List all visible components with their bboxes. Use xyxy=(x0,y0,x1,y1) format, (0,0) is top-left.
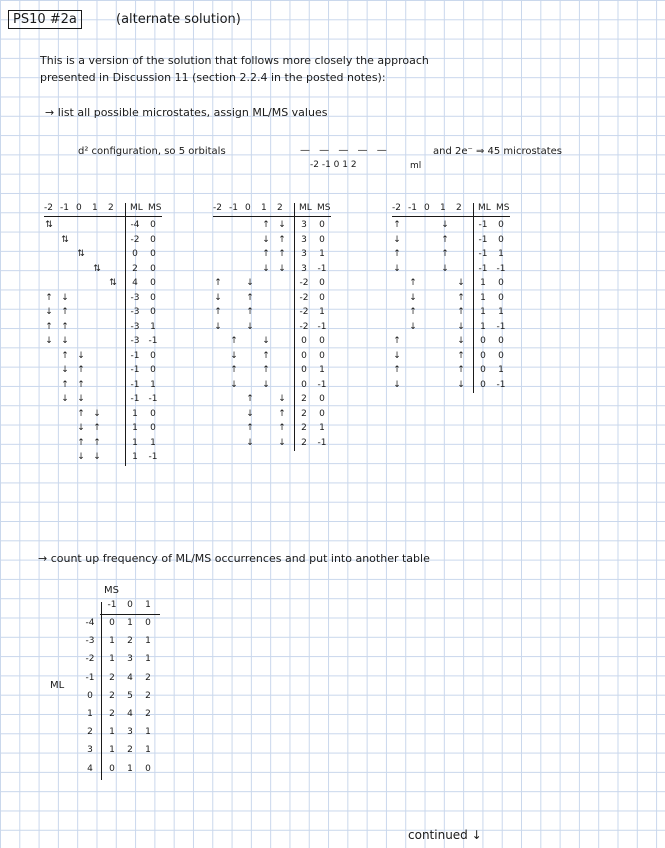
ml-value: 2 xyxy=(301,437,307,448)
electron-spin-cell: ↓ xyxy=(61,365,69,375)
microstate-header-cell: 2 xyxy=(108,203,114,213)
column-divider xyxy=(125,203,126,466)
electron-spin-cell: ↑ xyxy=(262,365,270,375)
frequency-count: 1 xyxy=(145,745,151,756)
ml-value: 3 xyxy=(301,234,307,245)
microstate-header-cell: 2 xyxy=(456,203,462,213)
electron-spin-cell: ↓ xyxy=(45,336,53,346)
microstate-header-cell: -1 xyxy=(408,203,417,213)
ms-value: -1 xyxy=(496,263,506,274)
ml-row-header: 0 xyxy=(87,690,93,701)
microstate-header-cell: 0 xyxy=(76,203,82,213)
frequency-count: 4 xyxy=(127,672,133,683)
electron-spin-cell: ↑ xyxy=(246,423,254,433)
ml-value: 3 xyxy=(301,220,307,230)
ms-value: -1 xyxy=(317,321,327,332)
frequency-count: 0 xyxy=(109,763,115,774)
ms-value: 0 xyxy=(150,408,156,419)
ms-value: 1 xyxy=(150,437,156,448)
ms-value: 0 xyxy=(319,336,325,346)
ms-value: 1 xyxy=(150,379,156,390)
ms-value: 1 xyxy=(319,365,325,375)
electron-spin-cell: ↑ xyxy=(278,249,286,259)
electron-spin-cell: ↑ xyxy=(262,249,270,259)
frequency-count: 5 xyxy=(127,690,133,701)
ml-label: ml xyxy=(410,161,422,171)
electron-spin-cell: ↑ xyxy=(457,292,465,303)
electron-spin-cell: ↓ xyxy=(441,220,449,230)
microstate-header-cell: 2 xyxy=(277,203,283,213)
electron-spin-cell: ↑ xyxy=(77,379,85,390)
electron-spin-cell: ↓ xyxy=(246,278,254,288)
electron-spin-cell: ↑ xyxy=(457,307,465,317)
frequency-count: 1 xyxy=(145,636,151,647)
frequency-count: 1 xyxy=(109,654,115,665)
ms-value: 0 xyxy=(319,234,325,245)
electron-spin-cell: ↓ xyxy=(393,350,401,361)
electron-spin-cell: ↑ xyxy=(61,321,69,332)
electron-spin-cell: ↑ xyxy=(262,350,270,361)
ml-value: -1 xyxy=(130,379,140,390)
ml-value: 0 xyxy=(132,249,138,259)
ms-value: 1 xyxy=(498,307,504,317)
ml-value: 0 xyxy=(301,379,307,390)
electron-spin-cell: ↑ xyxy=(214,307,222,317)
electron-spin-cell: ↓ xyxy=(77,452,85,462)
microstate-header-cell: -2 xyxy=(44,203,53,213)
electron-spin-cell: ↑ xyxy=(409,307,417,317)
ms-axis-label: MS xyxy=(104,585,119,596)
header-rule xyxy=(44,216,162,217)
electron-spin-cell: ↓ xyxy=(457,321,465,332)
electron-spin-cell: ↓ xyxy=(409,321,417,332)
ms-column-header: 1 xyxy=(145,600,151,610)
ml-value: 0 xyxy=(480,350,486,361)
intro-text xyxy=(40,52,429,86)
electron-spin-cell: ↑ xyxy=(278,234,286,245)
microstate-table-1 xyxy=(44,203,194,533)
electron-spin-cell: ↓ xyxy=(262,263,270,274)
frequency-count: 2 xyxy=(109,709,115,719)
electron-spin-cell: ↑ xyxy=(93,423,101,433)
ml-row-header: -4 xyxy=(85,618,95,628)
step-2-instruction: → count up frequency of ML/MS occurrences and put into another table xyxy=(38,552,430,565)
ml-value: -2 xyxy=(299,321,309,332)
microstate-header-cell: ML xyxy=(478,203,491,213)
frequency-count: 0 xyxy=(145,763,151,774)
ml-value: 0 xyxy=(301,336,307,346)
frequency-count: 1 xyxy=(127,618,133,628)
ml-axis-label: ML xyxy=(50,680,65,691)
step-1-instruction: → list all possible microstates, assign ML/MS values xyxy=(45,106,328,119)
ms-value: 0 xyxy=(498,336,504,346)
frequency-count: 2 xyxy=(109,690,115,701)
electron-spin-cell: ↓ xyxy=(246,408,254,419)
ml-value: 0 xyxy=(480,365,486,375)
ml-value: -1 xyxy=(478,263,488,274)
ms-value: 0 xyxy=(319,278,325,288)
frequency-count: 3 xyxy=(127,654,133,665)
frequency-count: 1 xyxy=(109,745,115,756)
ms-value: 1 xyxy=(498,365,504,375)
ms-value: 0 xyxy=(150,423,156,433)
electron-spin-cell: ↓ xyxy=(409,292,417,303)
ml-value: -3 xyxy=(130,292,140,303)
ml-value: 0 xyxy=(480,379,486,390)
intro-line-2: presented in Discussion 11 (section 2.2.4 in the posted notes): xyxy=(40,71,386,84)
electron-spin-cell: ↓ xyxy=(214,292,222,303)
ml-value: -1 xyxy=(130,394,140,404)
ml-value: 2 xyxy=(301,423,307,433)
ml-value: -3 xyxy=(130,336,140,346)
ms-value: 0 xyxy=(498,350,504,361)
ml-value: -3 xyxy=(130,307,140,317)
frequency-count: 2 xyxy=(145,709,151,719)
electron-spin-cell: ↑ xyxy=(77,437,85,448)
ml-value: -2 xyxy=(299,307,309,317)
electron-spin-cell: ↑ xyxy=(262,220,270,230)
ml-value: -1 xyxy=(478,234,488,245)
frequency-header-rule xyxy=(100,614,160,615)
electron-spin-cell: ↑ xyxy=(278,408,286,419)
frequency-count: 1 xyxy=(127,763,133,774)
ms-value: 0 xyxy=(150,350,156,361)
electron-spin-cell: ↑ xyxy=(457,365,465,375)
ms-column-header: 0 xyxy=(127,600,133,610)
electron-spin-cell: ⇅ xyxy=(109,278,117,288)
electron-spin-cell: ↑ xyxy=(246,292,254,303)
ml-row-header: -1 xyxy=(85,672,95,683)
electron-spin-cell: ↓ xyxy=(262,336,270,346)
frequency-count: 2 xyxy=(145,690,151,701)
electron-spin-cell: ↓ xyxy=(246,437,254,448)
ms-value: 0 xyxy=(319,394,325,404)
intro-line-1: This is a version of the solution that follows more closely the approach xyxy=(40,54,429,67)
electron-spin-cell: ↓ xyxy=(230,379,238,390)
ms-value: 0 xyxy=(150,292,156,303)
ml-value: -4 xyxy=(130,220,140,230)
ml-value: 0 xyxy=(301,365,307,375)
ms-value: -1 xyxy=(317,379,327,390)
ms-value: 0 xyxy=(319,292,325,303)
electron-spin-cell: ⇅ xyxy=(61,234,69,245)
frequency-count: 1 xyxy=(109,727,115,738)
ml-value: 1 xyxy=(480,292,486,303)
ml-value: -2 xyxy=(299,292,309,303)
electron-spin-cell: ↑ xyxy=(246,307,254,317)
ml-row-header: 3 xyxy=(87,745,93,756)
electron-spin-cell: ↓ xyxy=(45,307,53,317)
ms-value: 0 xyxy=(498,220,504,230)
ml-value: 2 xyxy=(301,394,307,404)
frequency-column-rule xyxy=(101,602,102,780)
ms-value: -1 xyxy=(148,394,158,404)
ml-row-header: -2 xyxy=(85,654,95,665)
electron-spin-cell: ↑ xyxy=(77,365,85,375)
ms-value: -1 xyxy=(317,263,327,274)
ml-row-header: 1 xyxy=(87,709,93,719)
ml-value: 1 xyxy=(480,307,486,317)
ml-value: 3 xyxy=(301,263,307,274)
ml-value: -3 xyxy=(130,321,140,332)
column-divider xyxy=(294,203,295,451)
electron-spin-cell: ↑ xyxy=(441,234,449,245)
ml-value: -1 xyxy=(130,365,140,375)
electron-spin-cell: ↑ xyxy=(393,365,401,375)
microstate-header-cell: 1 xyxy=(261,203,267,213)
microstate-header-cell: 0 xyxy=(424,203,430,213)
electron-spin-cell: ↓ xyxy=(457,379,465,390)
ms-value: 0 xyxy=(150,278,156,288)
frequency-count: 4 xyxy=(127,709,133,719)
ms-value: 0 xyxy=(319,408,325,419)
electron-spin-cell: ↓ xyxy=(278,437,286,448)
frequency-count: 2 xyxy=(145,672,151,683)
electron-spin-cell: ↓ xyxy=(246,321,254,332)
microstate-header-cell: -1 xyxy=(229,203,238,213)
frequency-count: 2 xyxy=(127,636,133,647)
ml-value: 1 xyxy=(132,423,138,433)
ms-value: 1 xyxy=(319,249,325,259)
ml-value: 1 xyxy=(480,278,486,288)
microstate-header-cell: MS xyxy=(148,203,162,213)
electron-spin-cell: ↑ xyxy=(441,249,449,259)
microstate-header-cell: MS xyxy=(317,203,331,213)
microstate-header-cell: -2 xyxy=(213,203,222,213)
ml-row-header: 2 xyxy=(87,727,93,738)
microstate-header-cell: ML xyxy=(299,203,312,213)
frequency-count: 2 xyxy=(127,745,133,756)
ms-value: 0 xyxy=(498,278,504,288)
microstate-header-cell: ML xyxy=(130,203,143,213)
electron-spin-cell: ↑ xyxy=(45,321,53,332)
electron-spin-cell: ↑ xyxy=(393,220,401,230)
frequency-count: 1 xyxy=(109,636,115,647)
electron-spin-cell: ↑ xyxy=(230,336,238,346)
electron-spin-cell: ↑ xyxy=(93,437,101,448)
ms-value: 0 xyxy=(150,249,156,259)
ml-value: 1 xyxy=(480,321,486,332)
ms-value: 1 xyxy=(319,307,325,317)
electron-spin-cell: ↓ xyxy=(441,263,449,274)
frequency-count: 2 xyxy=(109,672,115,683)
ml-value: 2 xyxy=(301,408,307,419)
ms-value: -1 xyxy=(148,336,158,346)
microstate-count-text: and 2e⁻ ⇒ 45 microstates xyxy=(433,146,562,157)
ml-row-header: 4 xyxy=(87,763,93,774)
orbital-ml-labels: -2 -1 0 1 2 xyxy=(310,160,357,170)
electron-spin-cell: ↓ xyxy=(77,394,85,404)
microstate-header-cell: MS xyxy=(496,203,510,213)
electron-spin-cell: ↓ xyxy=(393,263,401,274)
ml-value: 1 xyxy=(132,437,138,448)
ml-value: 4 xyxy=(132,278,138,288)
ml-value: 1 xyxy=(132,452,138,462)
header-rule xyxy=(213,216,331,217)
electron-spin-cell: ↑ xyxy=(214,278,222,288)
microstate-header-cell: 1 xyxy=(92,203,98,213)
ml-value: -2 xyxy=(130,234,140,245)
microstate-header-cell: -1 xyxy=(60,203,69,213)
electron-spin-cell: ↓ xyxy=(278,394,286,404)
electron-spin-cell: ↓ xyxy=(77,423,85,433)
electron-spin-cell: ↑ xyxy=(77,408,85,419)
electron-spin-cell: ↑ xyxy=(393,249,401,259)
electron-spin-cell: ↓ xyxy=(61,336,69,346)
electron-spin-cell: ↑ xyxy=(409,278,417,288)
ms-value: 1 xyxy=(150,321,156,332)
ms-value: 0 xyxy=(150,263,156,274)
frequency-count: 0 xyxy=(109,618,115,628)
ms-value: 1 xyxy=(498,249,504,259)
microstate-header-cell: 1 xyxy=(440,203,446,213)
electron-spin-cell: ↑ xyxy=(61,350,69,361)
electron-spin-cell: ↑ xyxy=(45,292,53,303)
electron-spin-cell: ↑ xyxy=(278,423,286,433)
electron-spin-cell: ↑ xyxy=(246,394,254,404)
electron-spin-cell: ↑ xyxy=(393,336,401,346)
ml-value: 2 xyxy=(132,263,138,274)
electron-spin-cell: ↓ xyxy=(61,292,69,303)
frequency-count: 1 xyxy=(145,654,151,665)
electron-spin-cell: ↓ xyxy=(393,234,401,245)
configuration-text: d² configuration, so 5 orbitals xyxy=(78,146,226,157)
ml-value: 0 xyxy=(480,336,486,346)
electron-spin-cell: ↑ xyxy=(230,365,238,375)
electron-spin-cell: ↓ xyxy=(457,278,465,288)
electron-spin-cell: ↓ xyxy=(393,379,401,390)
frequency-count: 3 xyxy=(127,727,133,738)
electron-spin-cell: ↑ xyxy=(61,307,69,317)
ml-value: -2 xyxy=(299,278,309,288)
ms-column-header: -1 xyxy=(107,600,117,610)
ml-value: -1 xyxy=(478,249,488,259)
electron-spin-cell: ↓ xyxy=(262,379,270,390)
frequency-count: 0 xyxy=(145,618,151,628)
ms-value: 1 xyxy=(319,423,325,433)
electron-spin-cell: ↓ xyxy=(214,321,222,332)
microstate-table-2 xyxy=(213,203,363,503)
electron-spin-cell: ⇅ xyxy=(77,249,85,259)
problem-label-box: PS10 #2a xyxy=(8,10,82,29)
ms-value: 0 xyxy=(319,350,325,361)
electron-spin-cell: ↓ xyxy=(77,350,85,361)
column-divider xyxy=(473,203,474,393)
ms-value: 0 xyxy=(150,234,156,245)
electron-spin-cell: ↓ xyxy=(93,452,101,462)
orbital-blanks: — — — — — xyxy=(300,145,390,156)
ms-value: 0 xyxy=(150,307,156,317)
microstate-header-cell: -2 xyxy=(392,203,401,213)
ml-value: 1 xyxy=(132,408,138,419)
ml-value: 3 xyxy=(301,249,307,259)
ms-value: 0 xyxy=(150,220,156,230)
electron-spin-cell: ↓ xyxy=(278,220,286,230)
frequency-count: 1 xyxy=(145,727,151,738)
microstate-header-cell: 0 xyxy=(245,203,251,213)
electron-spin-cell: ↓ xyxy=(457,336,465,346)
title-note: (alternate solution) xyxy=(116,12,241,27)
electron-spin-cell: ↑ xyxy=(61,379,69,390)
header-rule xyxy=(392,216,510,217)
electron-spin-cell: ↑ xyxy=(457,350,465,361)
ms-value: 0 xyxy=(498,292,504,303)
electron-spin-cell: ⇅ xyxy=(45,220,53,230)
ms-value: -1 xyxy=(148,452,158,462)
ml-value: -1 xyxy=(478,220,488,230)
ms-value: 0 xyxy=(319,220,325,230)
microstate-table-3 xyxy=(392,203,542,433)
continued-note: continued ↓ xyxy=(408,828,482,842)
ms-value: -1 xyxy=(496,379,506,390)
ms-value: -1 xyxy=(496,321,506,332)
ms-value: 0 xyxy=(150,365,156,375)
electron-spin-cell: ↓ xyxy=(278,263,286,274)
ml-value: 0 xyxy=(301,350,307,361)
ml-row-header: -3 xyxy=(85,636,95,647)
ms-value: 0 xyxy=(498,234,504,245)
electron-spin-cell: ↓ xyxy=(61,394,69,404)
ms-value: -1 xyxy=(317,437,327,448)
electron-spin-cell: ↓ xyxy=(93,408,101,419)
electron-spin-cell: ⇅ xyxy=(93,263,101,274)
electron-spin-cell: ↓ xyxy=(262,234,270,245)
frequency-table xyxy=(82,600,172,790)
electron-spin-cell: ↓ xyxy=(230,350,238,361)
ml-value: -1 xyxy=(130,350,140,361)
